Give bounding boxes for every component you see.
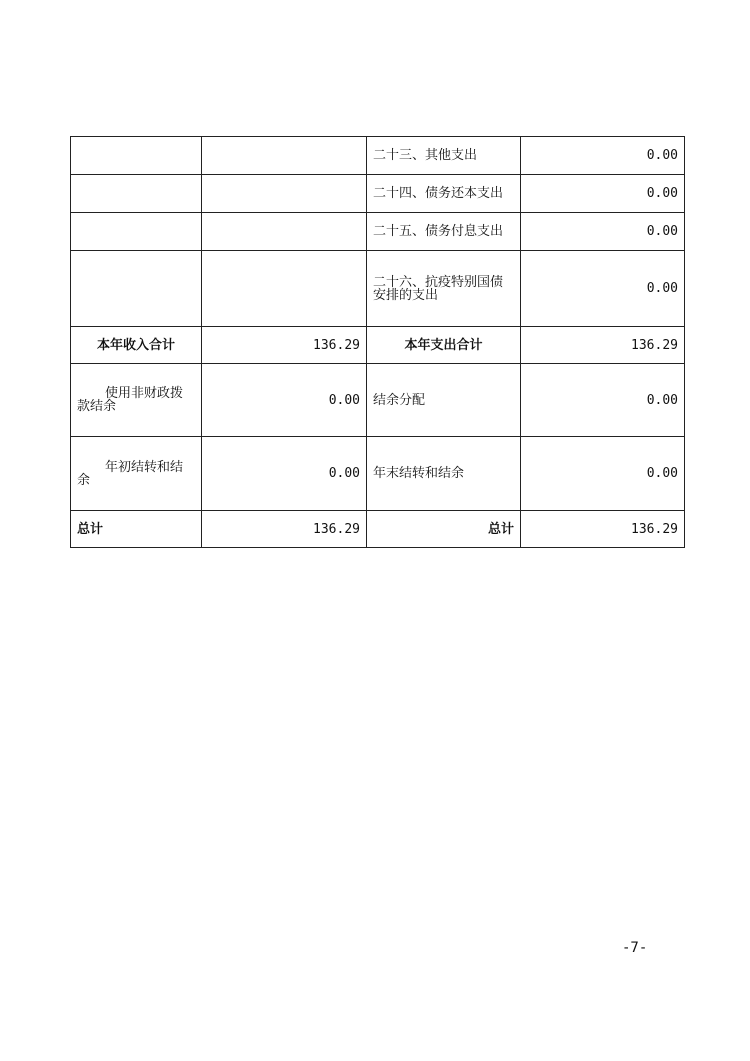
non-fiscal-balance-value: 0.00 (202, 364, 367, 437)
table-row-non-fiscal (71, 364, 685, 437)
table-row-carryover (71, 437, 685, 511)
expense-item-cell: 二十四、债务还本支出 (367, 175, 521, 213)
budget-table (70, 136, 685, 548)
expense-item-cell (367, 251, 521, 327)
table-row (71, 213, 685, 251)
opening-carryover-value: 0.00 (202, 437, 367, 511)
opening-carryover-label (71, 437, 202, 511)
table-row-grand-total (71, 511, 685, 548)
expense-item-line1: 二十六、抗疫特别国债 (373, 274, 504, 290)
income-item-cell (71, 213, 202, 251)
year-expense-total-label: 本年支出合计 (367, 327, 521, 364)
income-item-cell (71, 175, 202, 213)
grand-total-left-label: 总计 (71, 511, 202, 548)
expense-item-cell: 二十三、其他支出 (367, 137, 521, 175)
closing-carryover-label: 年末结转和结余 (367, 437, 521, 511)
non-fiscal-label-line2: 款结余 (77, 399, 117, 414)
opening-carryover-line2: 余 (77, 472, 91, 488)
income-value-cell (202, 137, 367, 175)
expense-value-cell: 0.00 (521, 251, 685, 327)
grand-total-right-label: 总计 (367, 511, 521, 548)
balance-allocation-value: 0.00 (521, 364, 685, 437)
non-fiscal-label-line1: 使用非财政拨 (105, 386, 184, 401)
income-value-cell (202, 251, 367, 327)
closing-carryover-value: 0.00 (521, 437, 685, 511)
table-row (71, 175, 685, 213)
expense-item-cell: 二十五、债务付息支出 (367, 213, 521, 251)
income-value-cell (202, 213, 367, 251)
income-item-cell (71, 251, 202, 327)
expense-item-line2: 安排的支出 (373, 287, 439, 303)
year-expense-total-value: 136.29 (521, 327, 685, 364)
expense-value-cell: 0.00 (521, 213, 685, 251)
income-value-cell (202, 175, 367, 213)
table-row (71, 251, 685, 327)
expense-value-cell: 0.00 (521, 175, 685, 213)
grand-total-right-value: 136.29 (521, 511, 685, 548)
non-fiscal-balance-label (71, 364, 202, 437)
opening-carryover-line1: 年初结转和结 (105, 459, 184, 475)
grand-total-left-value: 136.29 (202, 511, 367, 548)
page-number: -7- (622, 940, 648, 956)
year-income-total-label: 本年收入合计 (71, 327, 202, 364)
income-item-cell (71, 137, 202, 175)
balance-allocation-label: 结余分配 (367, 364, 521, 437)
expense-value-cell: 0.00 (521, 137, 685, 175)
table-row (71, 137, 685, 175)
table-row-year-totals (71, 327, 685, 364)
year-income-total-value: 136.29 (202, 327, 367, 364)
